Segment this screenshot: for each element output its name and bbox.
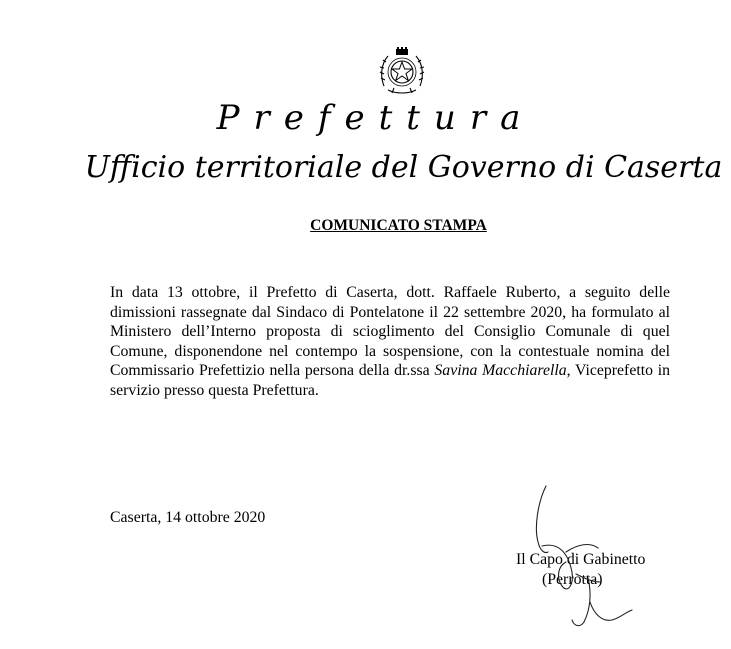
body-text-part2: , Viceprefetto in servizio presso questa Prefettura. (110, 362, 671, 399)
press-release-body (110, 283, 670, 401)
italian-republic-emblem-icon (376, 46, 428, 96)
signatory-name: (Perrotta) (542, 571, 603, 588)
place-date: Caserta, 14 ottobre 2020 (110, 509, 266, 526)
commissioner-name: Savina Macchiarella (434, 362, 567, 380)
body-paragraph (110, 283, 670, 401)
signatory-role: Il Capo di Gabinetto (516, 551, 646, 568)
handwritten-signature-icon (528, 482, 638, 632)
office-heading-subtitle: Ufficio territoriale del Governo di Caserta (84, 150, 723, 185)
office-heading-prefettura: Prefettura (216, 98, 535, 138)
body-text-part1: In data 13 ottobre, il Prefetto di Caserta, dott. Raffaele Ruberto, a seguito delle dimissioni rassegnate dal Sindaco di Pontelatone il 22 settembre 2020, ha formulato al Ministero dell’Interno proposta di scioglimento del Consiglio Comunale di quel Comune, disponendone nel contempo la sospensione, con la contestuale nomina del Commissario Prefettizio nella persona della dr.ssa (110, 284, 670, 380)
document-title: COMUNICATO STAMPA (310, 217, 487, 234)
